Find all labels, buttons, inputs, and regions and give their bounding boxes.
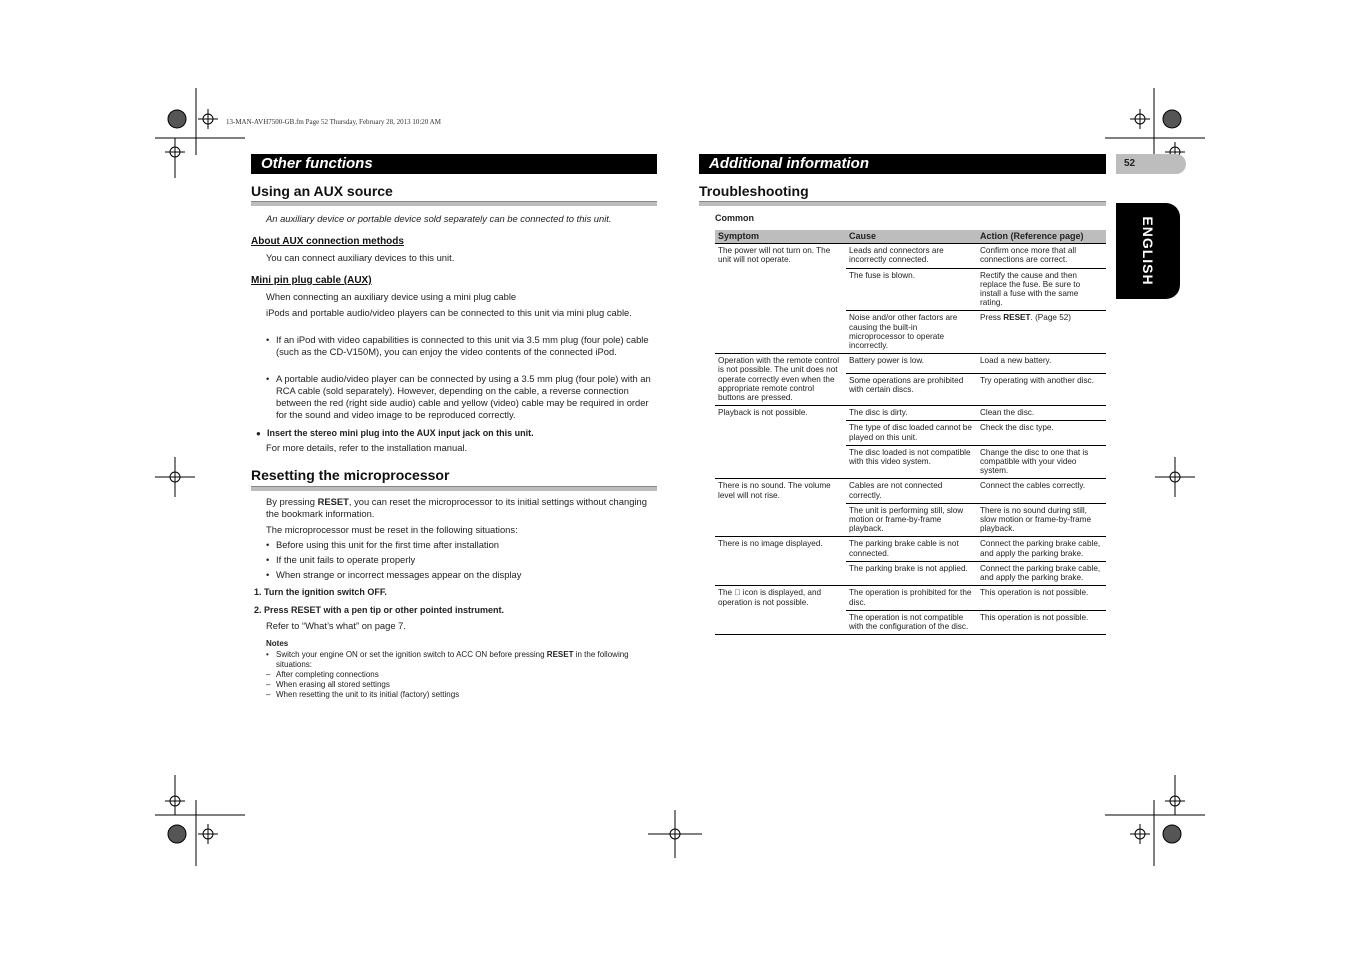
cause-cell: The disc is dirty. [846,406,977,421]
action-cell: Change the disc to one that is compatible with your video system. [977,445,1106,479]
symptom-cell: The ⃠ icon is displayed, and operation is not possible. [715,586,846,635]
table-row [715,586,1106,610]
cause-cell: The operation is prohibited for the disc. [846,586,977,610]
symptom-cell: There is no image displayed. [715,537,846,586]
heading-rule [699,201,1106,206]
cause-cell: The parking brake cable is not connected. [846,537,977,561]
column-header-symptom: Symptom [715,230,846,244]
action-cell: Connect the cables correctly. [977,479,1106,503]
table-row [715,354,1106,374]
action-cell: Check the disc type. [977,421,1106,445]
symptom-cell: Operation with the remote control is not possible. The unit does not operate correctly even when the appropriate remote control buttons are pressed. [715,354,846,406]
aux-methods-text: You can connect auxiliary devices to this unit. [266,252,455,263]
cause-cell: Noise and/or other factors are causing the built-in microprocessor to operate incorrectly. [846,311,977,354]
table-row [715,406,1106,421]
troubleshooting-table [715,230,1106,635]
action-cell: There is no sound during still, slow motion or frame-by-frame playback. [977,503,1106,537]
table-row [715,479,1106,503]
language-tab-label: ENGLISH [1140,216,1156,286]
subheading-aux-methods: About AUX connection methods [251,236,404,247]
reset-step-2-note: Refer to “What’s what” on page 7. [266,620,407,631]
notes-heading: Notes [266,639,289,648]
reset-bullet: • If the unit fails to operate properly [276,554,415,566]
symptom-cell: There is no sound. The volume level will not rise. [715,479,846,537]
column-header-cause: Cause [846,230,977,244]
instruction-insert-plug: Insert the stereo mini plug into the AUX input jack on this unit. [267,428,534,438]
section-title-other-functions: Other functions [251,154,657,174]
note-dash-item: – After completing connections [266,670,379,679]
bullet-ipod: • If an iPod with video capabilities is connected to this unit via 3.5 mm plug (four pole) cable (such as the CD-V150M), you can enjoy the video contents of the connected iPod. [276,334,651,358]
mini-pin-p1: When connecting an auxiliary device using a mini plug cable [266,291,517,302]
action-cell: Rectify the cause and then replace the fuse. Be sure to install a fuse with the same rating. [977,268,1106,311]
reset-step-1: 1. Turn the ignition switch OFF. [254,587,387,597]
cause-cell: Leads and connectors are incorrectly connected. [846,244,977,268]
action-cell: Clean the disc. [977,406,1106,421]
page-number: 52 [1116,154,1186,174]
heading-troubleshooting: Troubleshooting [699,183,809,199]
symptom-cell: The power will not turn on. The unit will not operate. [715,244,846,354]
cause-cell: Cables are not connected correctly. [846,479,977,503]
action-cell: Try operating with another disc. [977,374,1106,406]
reset-step-2: 2. Press RESET with a pen tip or other pointed instrument. [254,605,505,615]
cause-cell: The fuse is blown. [846,268,977,311]
action-cell: Press RESET. (Page 52) [977,311,1106,354]
aux-intro: An auxiliary device or portable device sold separately can be connected to this unit. [266,213,612,224]
cause-cell: The type of disc loaded cannot be played on this unit. [846,421,977,445]
language-tab [1116,203,1180,299]
cause-cell: The operation is not compatible with the configuration of the disc. [846,610,977,634]
heading-aux-source: Using an AUX source [251,183,393,199]
section-title-additional-info: Additional information [699,154,1106,174]
cause-cell: The parking brake is not applied. [846,561,977,585]
action-cell: This operation is not possible. [977,610,1106,634]
reset-bullet: • Before using this unit for the first time after installation [276,539,499,551]
column-header-action: Action (Reference page) [977,230,1106,244]
action-cell: Connect the parking brake cable, and apply the parking brake. [977,537,1106,561]
cause-cell: Some operations are prohibited with certain discs. [846,374,977,406]
action-cell: Connect the parking brake cable, and apply the parking brake. [977,561,1106,585]
heading-rule [251,486,657,491]
reset-bullet: • When strange or incorrect messages appear on the display [276,569,521,581]
cause-cell: Battery power is low. [846,354,977,374]
instruction-bullet-icon: ● [256,429,261,438]
subheading-mini-pin: Mini pin plug cable (AUX) [251,275,372,286]
note-item: • Switch your engine ON or set the ignition switch to ACC ON before pressing RESET in the following situations: [266,650,629,669]
heading-reset: Resetting the microprocessor [251,467,450,483]
action-cell: Confirm once more that all connections are correct. [977,244,1106,268]
file-header-line: 13-MAN-AVH7500-GB.fm Page 52 Thursday, February 28, 2013 10:20 AM [226,118,441,126]
table-row [715,244,1106,268]
bullet-portable-player: • A portable audio/video player can be connected by using a 3.5 mm plug (four pole) with an RCA cable (sold separately). However, depending on the cable, a reverse connection between the red (right side audio) cable and yellow (video) cable may be required in order for the sound and video image to be reproduced correctly. [276,373,652,421]
subheading-common: Common [715,213,754,223]
note-dash-item: – When resetting the unit to its initial (factory) settings [266,690,460,699]
symptom-cell: Playback is not possible. [715,406,846,479]
cause-cell: The unit is performing still, slow motion or frame-by-frame playback. [846,503,977,537]
heading-rule [251,201,657,206]
reset-p1: By pressing RESET, you can reset the microprocessor to its initial settings without changing the bookmark information. [266,496,647,519]
action-cell: Load a new battery. [977,354,1106,374]
cause-cell: The disc loaded is not compatible with this video system. [846,445,977,479]
mini-pin-p2: iPods and portable audio/video players can be connected to this unit via mini plug cable. [266,307,632,318]
action-cell: This operation is not possible. [977,586,1106,610]
instruction-note: For more details, refer to the installation manual. [266,442,468,453]
reset-p2: The microprocessor must be reset in the following situations: [266,524,518,535]
note-dash-item: – When erasing all stored settings [266,680,390,689]
table-row [715,537,1106,561]
